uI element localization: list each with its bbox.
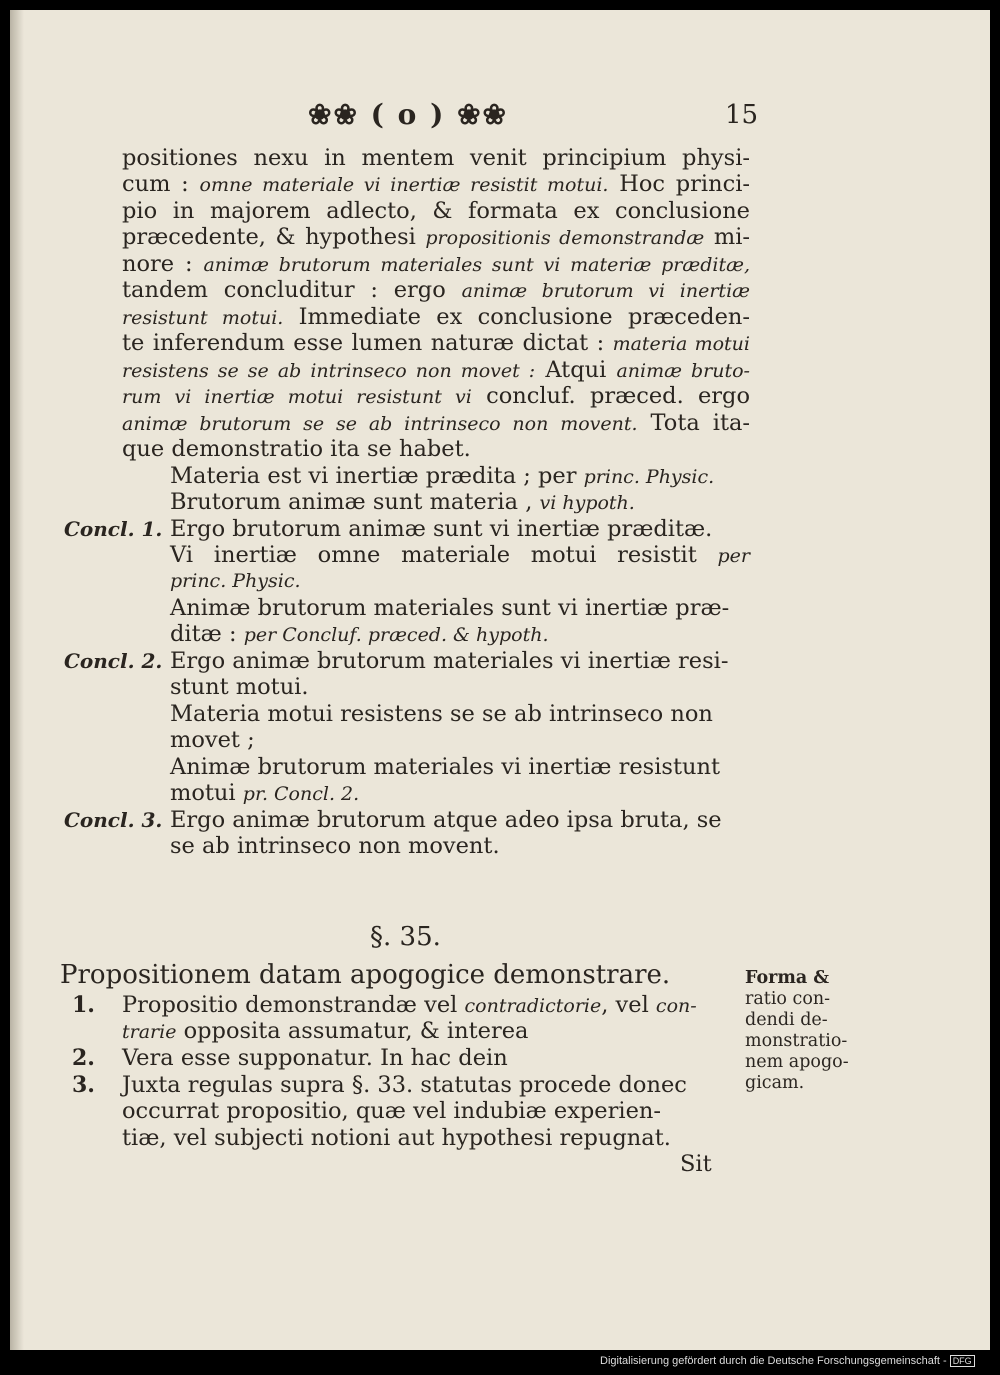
ornament-right-icon: ❀❀ (457, 98, 509, 131)
conclusion-line: Ergo animæ brutorum atque adeo ipsa bruta, se (170, 807, 722, 833)
body-line: tandem concluditur : ergo animæ brutorum vi inertiæ (122, 277, 750, 303)
premise-line: Animæ brutorum materiales sunt vi inertiæ præ- (170, 595, 730, 621)
premise-line: Materia motui resistens se se ab intrinseco non (170, 701, 713, 727)
item-line: tiæ, vel subjecti notioni aut hypothesi repugnat. (122, 1125, 671, 1151)
item-line: Juxta regulas supra §. 33. statutas procede donec (122, 1072, 687, 1098)
ornament-left-icon: ❀❀ (308, 98, 359, 131)
margin-note-line: monstratio- (745, 1031, 848, 1051)
body-line: te inferendum esse lumen naturæ dictat : materia motui (122, 330, 750, 356)
body-line: rum vi inertiæ motui resistunt vi concluf. præced. ergo (122, 383, 750, 409)
body-line: animæ brutorum se se ab intrinseco non movent. Tota ita- (122, 410, 750, 436)
margin-note (745, 968, 875, 1094)
premise-line: Animæ brutorum materiales vi inertiæ resistunt (170, 754, 721, 780)
body-line: cum : omne materiale vi inertiæ resistit motui. Hoc princi- (122, 171, 751, 197)
body-line: nore : animæ brutorum materiales sunt vi materiæ præditæ, (122, 251, 751, 277)
page-number: 15 (725, 100, 759, 130)
body-line: resistens se se ab intrinseco non movet : Atqui animæ bruto- (122, 357, 750, 383)
section-title: Propositionem datam apogogice demonstrare. (60, 960, 671, 990)
book-page (10, 10, 990, 1350)
body-line: pio in majorem adlecto, & formata ex conclusione (122, 198, 750, 224)
body-line: resistunt motui. Immediate ex conclusione præceden- (122, 304, 750, 330)
conclusion-line: stunt motui. (170, 674, 309, 700)
catchword: Sit (680, 1151, 712, 1177)
footer-text: Digitalisierung gefördert durch die Deutsche Forschungsgemeinschaft - (600, 1355, 947, 1367)
margin-note-line: gicam. (745, 1073, 805, 1093)
page-gutter-shadow (10, 10, 24, 1350)
premise-line: Vi inertiæ omne materiale motui resistit per (170, 542, 750, 568)
conclusion-line: Ergo brutorum animæ sunt vi inertiæ præditæ. (170, 516, 713, 542)
body-line: præcedente, & hypothesi propositionis demonstrandæ mi- (122, 224, 750, 250)
item-line: trarie opposita assumatur, & interea (122, 1018, 529, 1044)
conclusion-label: Concl. 2. (64, 649, 163, 673)
section-number: §. 35. (370, 922, 441, 952)
premise-line: princ. Physic. (170, 570, 301, 592)
premise-line: Brutorum animæ sunt materia , vi hypoth. (170, 489, 635, 515)
item-number: 3. (72, 1072, 95, 1098)
margin-note-line: dendi de- (745, 1010, 828, 1030)
premise-line: movet ; (170, 727, 255, 753)
item-line: Vera esse supponatur. In hac dein (122, 1045, 508, 1071)
item-number: 1. (72, 992, 95, 1018)
item-number: 2. (72, 1045, 95, 1071)
item-line: occurrat propositio, quæ vel indubiæ experien- (122, 1098, 661, 1124)
premise-line: ditæ : per Concluf. præced. & hypoth. (170, 621, 549, 647)
premise-line: Materia est vi inertiæ prædita ; per princ. Physic. (170, 463, 715, 489)
premise-line: motui pr. Concl. 2. (170, 780, 360, 806)
running-header (308, 98, 508, 131)
body-line: positiones nexu in mentem venit principium physi- (122, 145, 750, 171)
margin-note-line: nem apogo- (745, 1052, 849, 1072)
header-symbol: ( o ) (370, 98, 446, 131)
margin-note-title: Forma & (745, 968, 830, 988)
conclusion-label: Concl. 3. (64, 808, 163, 832)
conclusion-label: Concl. 1. (64, 517, 163, 541)
body-line: que demonstratio ita se habet. (122, 436, 471, 462)
conclusion-line: se ab intrinseco non movent. (170, 833, 500, 859)
margin-note-line: ratio con- (745, 989, 831, 1009)
item-line: Propositio demonstrandæ vel contradictorie, vel con- (122, 992, 697, 1018)
conclusion-line: Ergo animæ brutorum materiales vi inertiæ resi- (170, 648, 729, 674)
digitization-footer (600, 1355, 975, 1367)
dfg-logo: DFG (950, 1355, 975, 1367)
